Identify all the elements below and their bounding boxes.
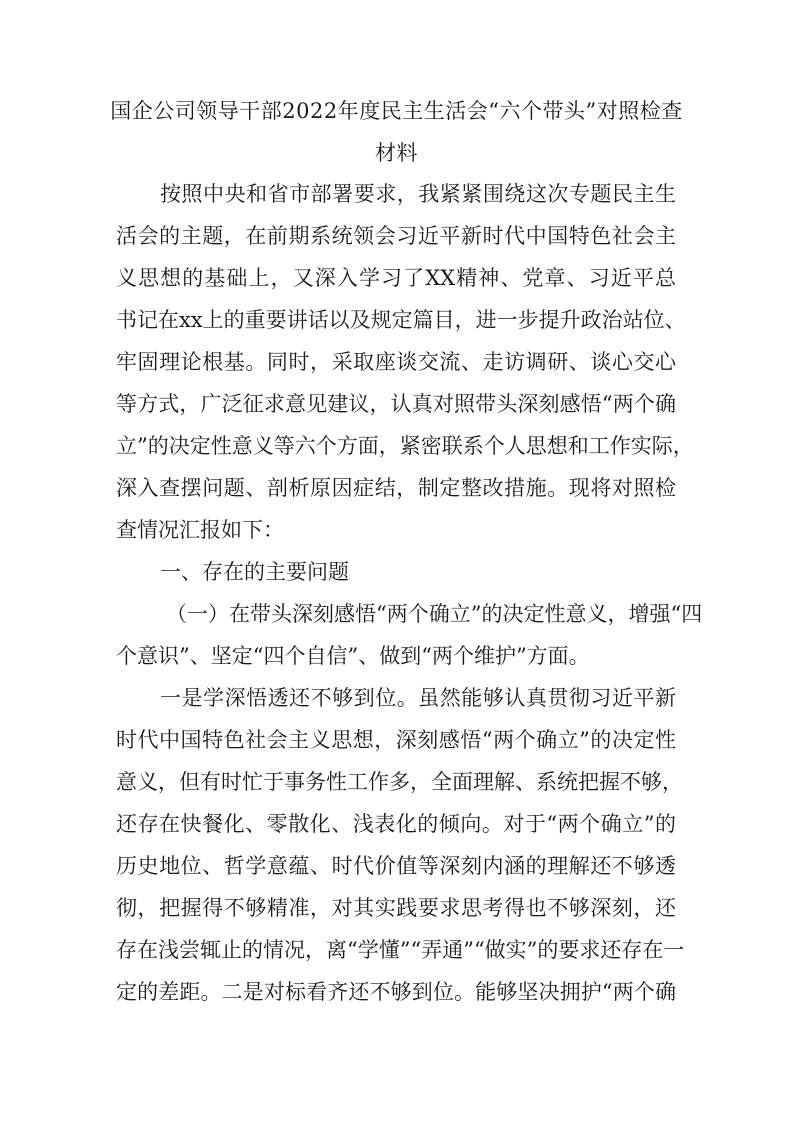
paragraph-line: 按照中央和省市部署要求，我紧紧围绕这次专题民主生 (160, 182, 676, 206)
paragraph-line: 历史地位、哲学意蕴、时代价值等深刻内涵的理解还不够透 (116, 854, 676, 878)
section-heading: 一、存在的主要问题 (160, 560, 349, 584)
document-title-line-1: 国企公司领导干部2022年度民主生活会“六个带头”对照检查 (110, 99, 683, 123)
document-title-line-2: 材料 (375, 141, 418, 165)
paragraph-line: 意义，但有时忙于事务性工作多，全面理解、系统把握不够， (116, 770, 683, 794)
paragraph-line: 存在浅尝辄止的情况，离“学懂”“弄通”“做实”的要求还存在一 (116, 938, 685, 962)
paragraph-line: 等方式，广泛征求意见建议，认真对照带头深刻感悟“两个确 (116, 392, 676, 416)
paragraph-line: 深入查摆问题、剖析原因症结，制定整改措施。现将对照检 (116, 476, 676, 500)
paragraph-line: 还存在快餐化、零散化、浅表化的倾向。对于“两个确立”的 (116, 812, 676, 836)
paragraph-line: 时代中国特色社会主义思想，深刻感悟“两个确立”的决定性 (116, 728, 676, 752)
paragraph-line: 书记在xx上的重要讲话以及规定篇目，进一步提升政治站位、 (116, 308, 686, 332)
paragraph-line: 义思想的基础上，又深入学习了XX精神、党章、习近平总 (116, 266, 676, 290)
paragraph-line: 查情况汇报如下： (116, 518, 284, 542)
paragraph-line: 定的差距。二是对标看齐还不够到位。能够坚决拥护“两个确 (116, 980, 676, 1004)
paragraph-line: 立”的决定性意义等六个方面，紧密联系个人思想和工作实际， (116, 434, 694, 458)
paragraph-line: 活会的主题，在前期系统领会习近平新时代中国特色社会主 (116, 224, 676, 248)
paragraph-line: 彻，把握得不够精准，对其实践要求思考得也不够深刻，还 (116, 896, 676, 920)
paragraph-line: 一是学深悟透还不够到位。虽然能够认真贯彻习近平新 (160, 686, 676, 710)
subsection-heading: （一）在带头深刻感悟“两个确立”的决定性意义，增强“四 (166, 602, 703, 626)
subsection-heading-continued: 个意识”、坚定“四个自信”、做到“两个维护”方面。 (116, 644, 590, 668)
paragraph-line: 牢固理论根基。同时，采取座谈交流、走访调研、谈心交心 (116, 350, 676, 374)
